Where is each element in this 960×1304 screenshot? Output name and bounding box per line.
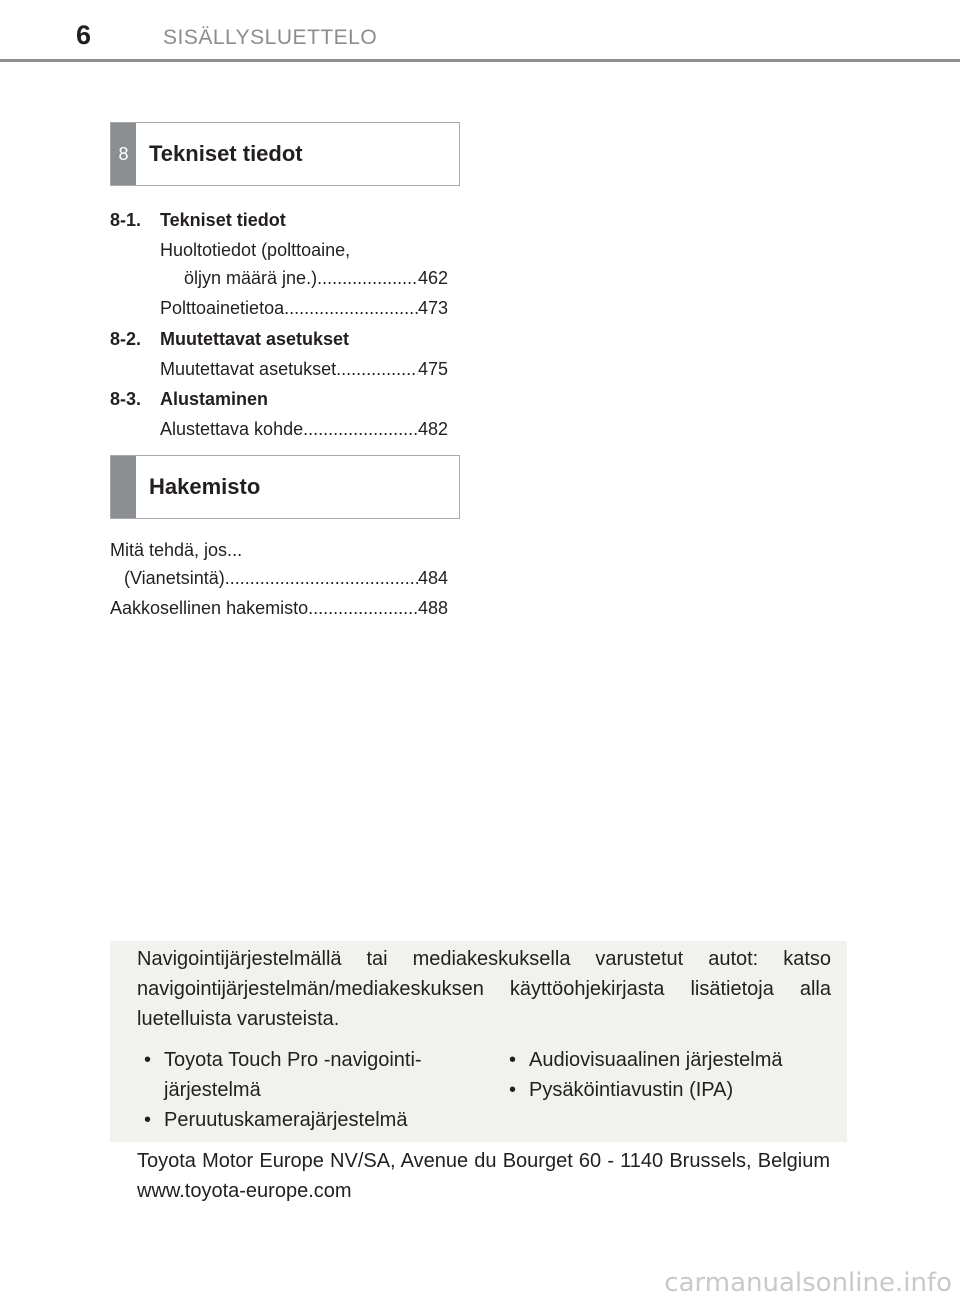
index-title: Hakemisto bbox=[149, 474, 261, 499]
dot-leader bbox=[336, 355, 418, 383]
toc-section-name: Tekniset tiedot bbox=[160, 210, 286, 230]
bullet-list-right bbox=[505, 1045, 835, 1105]
page-number: 6 bbox=[76, 20, 92, 50]
bullet-item: • Audiovisuaalinen järjestelmä bbox=[505, 1045, 835, 1075]
toc-entry-text: Alustettava kohde bbox=[160, 419, 304, 439]
index-entry[interactable] bbox=[110, 594, 448, 622]
toc-section-name: Alustaminen bbox=[160, 389, 269, 409]
toc-entry-text: Muutettavat asetukset bbox=[160, 359, 337, 379]
watermark: carmanualsonline.info bbox=[664, 1268, 952, 1298]
header-divider bbox=[0, 59, 960, 62]
toc-page-number: 475 bbox=[417, 359, 448, 379]
bullet-item: • Peruutuskamerajärjestelmä bbox=[140, 1105, 480, 1135]
toc-section-number: 8-3. bbox=[110, 389, 142, 409]
toc-page-number: 473 bbox=[417, 298, 448, 318]
bullet-list-left bbox=[140, 1045, 480, 1135]
page-title: SISÄLLYSLUETTELO bbox=[163, 26, 378, 49]
index-entry-text: Aakkosellinen hakemisto bbox=[110, 598, 309, 618]
index-entry[interactable] bbox=[110, 536, 448, 564]
toc-page-number: 462 bbox=[417, 268, 448, 288]
index-entry-continuation[interactable] bbox=[124, 564, 448, 592]
section-title: Tekniset tiedot bbox=[149, 141, 303, 166]
toc-section-name: Muutettavat asetukset bbox=[160, 329, 350, 349]
index-heading-box bbox=[110, 455, 460, 519]
info-box bbox=[110, 941, 847, 1142]
index-tab bbox=[111, 456, 136, 518]
toc-section-number: 8-2. bbox=[110, 329, 142, 349]
bullet-item: • Pysäköintiavustin (IPA) bbox=[505, 1075, 835, 1105]
toc-page-number: 482 bbox=[417, 419, 448, 439]
dot-leader bbox=[284, 294, 418, 322]
footer-address: Toyota Motor Europe NV/SA, Avenue du Bourget 60 - 1140 Brussels, Belgium www.toyota-europe.com bbox=[137, 1150, 830, 1202]
index-entry-text: (Vianetsintä) bbox=[124, 568, 225, 588]
dot-leader bbox=[303, 415, 418, 443]
toc-entry-text: Polttoainetietoa bbox=[160, 298, 285, 318]
section-heading-box bbox=[110, 122, 460, 186]
index-page-number: 484 bbox=[417, 568, 448, 588]
info-text: Navigointijärjestelmällä tai mediakeskuksella varustetut autot: katso navigointijärjestelmän/mediakeskuksen käyttöohjekirjasta lisätietoja alla luetelluista varusteista. bbox=[137, 948, 831, 1030]
toc-entry-text: Huoltotiedot (polttoaine, bbox=[160, 240, 351, 260]
index-entry-text: Mitä tehdä, jos... bbox=[110, 540, 243, 560]
section-number-tab: 8 bbox=[111, 123, 136, 185]
toc-section-number: 8-1. bbox=[110, 210, 142, 230]
dot-leader bbox=[317, 264, 418, 292]
toc-entry-text: öljyn määrä jne.) bbox=[184, 268, 318, 288]
index-page-number: 488 bbox=[417, 598, 448, 618]
page-header bbox=[0, 0, 960, 64]
bullet-item: • Toyota Touch Pro -navigointi-järjestelmä bbox=[140, 1045, 480, 1105]
dot-leader bbox=[225, 564, 418, 592]
dot-leader bbox=[308, 594, 418, 622]
